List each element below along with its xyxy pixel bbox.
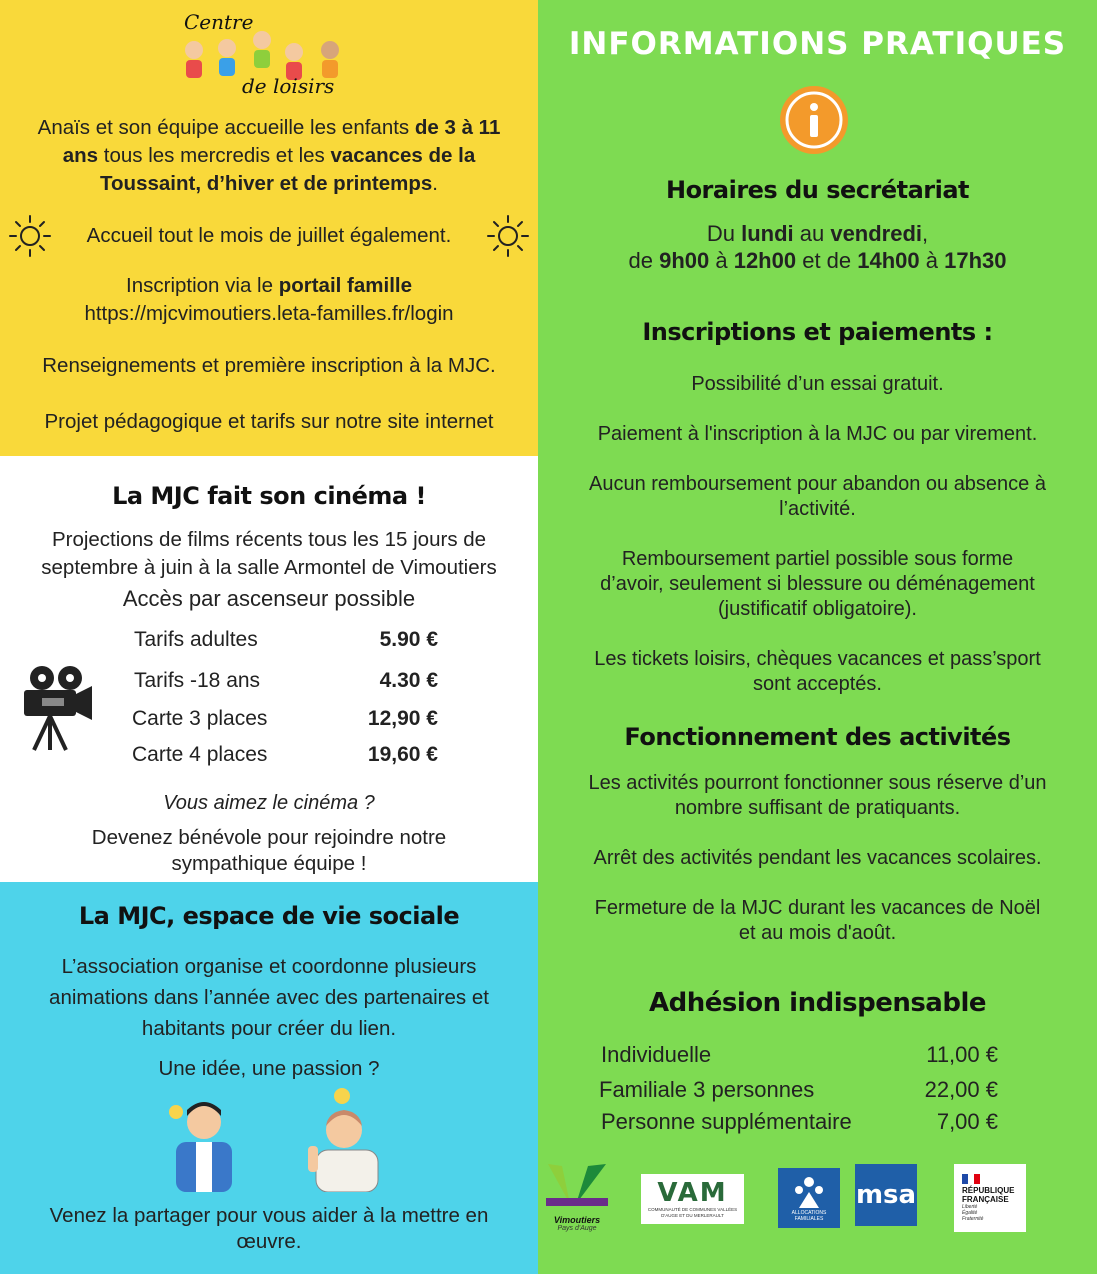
activities-text: Arrêt des activités pendant les vacances scolaires. bbox=[593, 847, 1042, 869]
social-line: L’association organise et coordonne plusieurs bbox=[61, 955, 477, 978]
caf-emblem bbox=[789, 1174, 829, 1210]
cinema-desc-line: Projections de films récents tous les 15 jours de bbox=[51, 528, 487, 551]
vam-logo bbox=[641, 1174, 744, 1224]
price-label: Carte 4 places bbox=[132, 743, 268, 766]
sun-icon bbox=[8, 214, 52, 258]
price-value: 5.90 € bbox=[379, 628, 438, 651]
social-question: Une idée, une passion ? bbox=[158, 1057, 380, 1080]
activities-text: Fermeture de la MJC durant les vacances de Noël bbox=[594, 897, 1041, 919]
rf-motto: Fraternité bbox=[962, 1216, 984, 1222]
hours-line: Du lundi au vendredi, bbox=[706, 221, 929, 246]
social-line: habitants pour créer du lien. bbox=[141, 1017, 397, 1040]
caf-logo bbox=[778, 1168, 840, 1228]
registration-title: Inscriptions et paiements : bbox=[642, 318, 993, 346]
sun-icon bbox=[486, 214, 530, 258]
social-line: animations dans l’année avec des partenaires et bbox=[49, 986, 489, 1009]
registration-text: Aucun remboursement pour abandon ou absence à bbox=[589, 473, 1046, 495]
cinema-section bbox=[0, 456, 538, 882]
social-share-line: Venez la partager pour vous aider à la mettre en bbox=[49, 1204, 489, 1227]
practical-info-section bbox=[538, 0, 1097, 1274]
price-value: 4.30 € bbox=[379, 669, 438, 692]
info-text: Renseignements et première inscription à la MJC. bbox=[42, 354, 496, 377]
republique-francaise-logo bbox=[954, 1164, 1026, 1232]
vimoutiers-logo bbox=[544, 1160, 610, 1230]
practical-title: INFORMATIONS PRATIQUES bbox=[568, 26, 1067, 62]
logo-text-centre: Centre bbox=[184, 10, 254, 34]
rf-motto: Égalité bbox=[962, 1210, 978, 1216]
membership-label: Personne supplémentaire bbox=[601, 1109, 852, 1134]
vam-letters: VAM bbox=[657, 1178, 728, 1208]
vimoutiers-emblem bbox=[544, 1160, 610, 1210]
registration-text: l’activité. bbox=[779, 498, 856, 520]
social-share-line: œuvre. bbox=[236, 1230, 302, 1253]
info-icon bbox=[778, 84, 850, 156]
cinema-question: Vous aimez le cinéma ? bbox=[163, 792, 375, 814]
membership-label: Familiale 3 personnes bbox=[599, 1077, 815, 1102]
membership-price: 22,00 € bbox=[924, 1077, 998, 1102]
person-lightbulb-icon bbox=[302, 1084, 386, 1192]
cinema-desc-line: septembre à juin à la salle Armontel de Vimoutiers bbox=[41, 556, 497, 579]
cinema-access: Accès par ascenseur possible bbox=[122, 586, 416, 611]
logo-text-de-loisirs: de loisirs bbox=[242, 74, 335, 98]
price-label: Carte 3 places bbox=[132, 707, 268, 730]
rf-label: FRANÇAISE bbox=[962, 1195, 1009, 1204]
price-value: 19,60 € bbox=[367, 743, 438, 766]
cinema-title: La MJC fait son cinéma ! bbox=[112, 482, 426, 510]
registration-text: Les tickets loisirs, chèques vacances et pass’sport bbox=[594, 648, 1041, 670]
registration-text: sont acceptés. bbox=[753, 673, 882, 695]
movie-camera-icon bbox=[20, 664, 94, 752]
activities-text: et au mois d'août. bbox=[738, 922, 897, 944]
portal-link[interactable]: https://mjcvimoutiers.leta-familles.fr/login bbox=[84, 302, 454, 325]
hours-title: Horaires du secrétariat bbox=[665, 176, 969, 204]
social-title: La MJC, espace de vie sociale bbox=[78, 902, 460, 930]
membership-label: Individuelle bbox=[601, 1042, 712, 1067]
registration-text: Remboursement partiel possible sous forme bbox=[621, 548, 1014, 570]
msa-letters: msa bbox=[855, 1180, 917, 1210]
volunteer-line: sympathique équipe ! bbox=[171, 852, 367, 875]
intro-paragraph: Anaïs et son équipe accueille les enfants de 3 à 11 ans tous les mercredis et les vacances de la Toussaint, d’hiver et de printemps. bbox=[37, 116, 501, 195]
price-value: 12,90 € bbox=[367, 707, 438, 730]
volunteer-line: Devenez bénévole pour rejoindre notre bbox=[91, 826, 447, 849]
social-section bbox=[0, 882, 538, 1274]
vimoutiers-label: Vimoutiers bbox=[553, 1215, 601, 1225]
registration-text: Possibilité d’un essai gratuit. bbox=[691, 373, 944, 395]
membership-price: 11,00 € bbox=[926, 1042, 998, 1067]
summer-text: Accueil tout le mois de juillet également. bbox=[86, 224, 452, 247]
hours-line: de 9h00 à 12h00 et de 14h00 à 17h30 bbox=[628, 248, 1007, 273]
person-idea-icon bbox=[162, 1092, 242, 1192]
leisure-centre-section bbox=[0, 0, 538, 456]
vam-subtitle: COMMUNAUTÉ DE COMMUNES VALLÉES D'AUGE ET DU MERLERAULT bbox=[647, 1207, 738, 1218]
activities-text: Les activités pourront fonctionner sous réserve d’un bbox=[588, 772, 1047, 794]
french-flag-icon bbox=[962, 1174, 980, 1184]
price-label: Tarifs -18 ans bbox=[134, 669, 261, 692]
membership-title: Adhésion indispensable bbox=[648, 988, 987, 1018]
vimoutiers-sub-label: Pays d'Auge bbox=[557, 1225, 597, 1232]
msa-logo bbox=[855, 1164, 917, 1226]
activities-text: nombre suffisant de pratiquants. bbox=[674, 797, 961, 819]
registration-text: Paiement à l'inscription à la MJC ou par virement. bbox=[597, 423, 1038, 445]
project-text: Projet pédagogique et tarifs sur notre site internet bbox=[44, 410, 494, 433]
caf-label: ALLOCATIONS FAMILIALES bbox=[791, 1210, 827, 1222]
signup-line: Inscription via le portail famille bbox=[126, 274, 412, 297]
activities-title: Fonctionnement des activités bbox=[624, 723, 1011, 751]
centre-de-loisirs-logo bbox=[172, 10, 372, 102]
membership-price: 7,00 € bbox=[936, 1109, 998, 1134]
price-label: Tarifs adultes bbox=[134, 628, 258, 651]
rf-motto: Liberté bbox=[962, 1204, 978, 1210]
registration-text: d’avoir, seulement si blessure ou déménagement bbox=[600, 573, 1035, 595]
rf-label: RÉPUBLIQUE bbox=[962, 1186, 1015, 1195]
registration-text: (justificatif obligatoire). bbox=[718, 598, 917, 620]
